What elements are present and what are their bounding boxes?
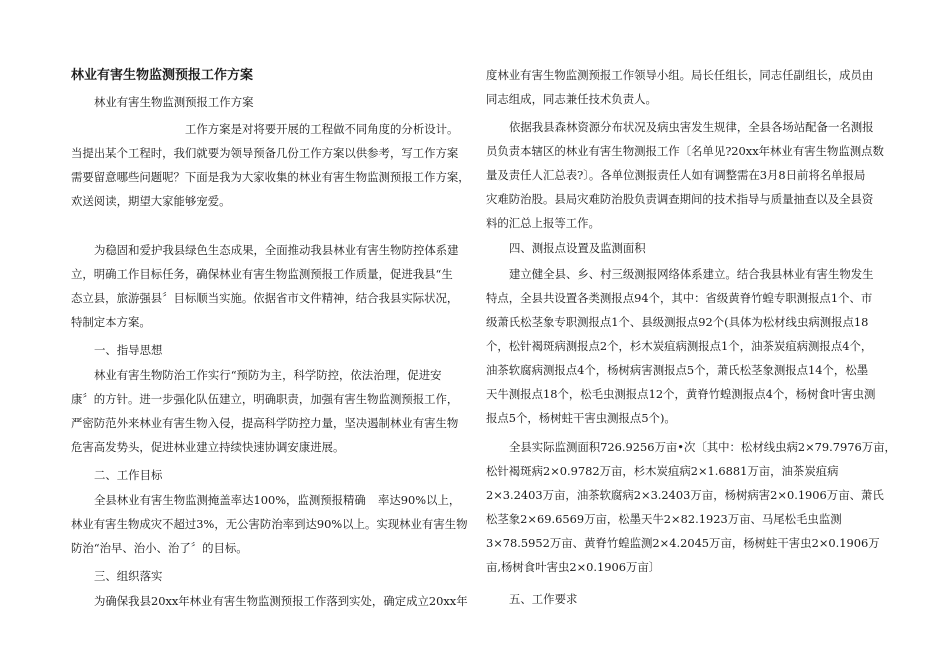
intro-line: 欢送阅读，期望大家能够宠爱。 (71, 194, 231, 208)
section-heading-5: 五、工作要求 (509, 592, 578, 606)
paragraph-line: 依据我县森林资源分布状况及病虫害发生规律，全县各场站配备一名测报 (509, 120, 874, 134)
paragraph-line: 康〞的方针。进一步强化队伍建立，明确职责，加强有害生物监测预报工作， (71, 392, 459, 406)
paragraph-line: 亩,杨树食叶害虫2×0.1906万亩〕 (486, 560, 661, 574)
paragraph-line: 特点，全县共设置各类测报点94个，其中：省级黄脊竹蝗专职测报点1个、市 (486, 291, 873, 305)
paragraph-line: 防治“治早、治小、治了〞的目标。 (71, 541, 248, 555)
paragraph-line: 灾难防治股。县局灾难防治股负责调查期间的技术指导与质量抽查以及全县资 (486, 192, 874, 206)
paragraph-line: 特制定本方案。 (71, 315, 151, 329)
paragraph-line: 员负责本辖区的林业有害生物测报工作〔名单见?20xx年林业有害生物监测点数 (486, 144, 884, 158)
paragraph-line: 态立县，旅游强县〞目标顺当实施。依据省市文件精神，结合我县实际状况， (71, 291, 459, 305)
paragraph-line: 建立健全县、乡、村三级测报网络体系建立。结合我县林业有害生物发生 (509, 267, 874, 281)
section-heading-3: 三、组织落实 (94, 569, 163, 583)
paragraph-line: 3×78.5952万亩、黄脊竹蝗监测2×4.2045万亩，杨树蛀干害虫2×0.1906万 (486, 536, 880, 550)
section-heading-4: 四、测报点设置及监测面积 (509, 241, 646, 255)
paragraph-line: 个，松针褐斑病测报点2个，杉木炭疽病测报点1个，油茶炭疽病测报点4个， (486, 339, 873, 353)
document-title: 林业有害生物监测预报工作方案 (71, 68, 254, 83)
paragraph-line: 料的汇总上报等工作。 (486, 216, 600, 230)
paragraph-line: 林业有害生物防治工作实行“预防为主，科学防控，依法治理，促进安 (94, 368, 442, 382)
document-subtitle: 林业有害生物监测预报工作方案 (94, 95, 254, 109)
paragraph-line: 全县实际监测面积726.9256万亩•次〔其中：松材线虫病2×79.7976万亩， (509, 440, 896, 454)
paragraph-line: 级萧氏松茎象专职测报点1个、县级测报点92个(具体为松材线虫病测报点18 (486, 315, 869, 329)
intro-line: 需要留意哪些问题呢？下面是我为大家收集的林业有害生物监测预报工作方案， (71, 170, 470, 184)
paragraph-line: 立，明确工作目标任务，确保林业有害生物监测预报工作质量，促进我县“生 (71, 267, 453, 281)
intro-line: 工作方案是对将要开展的工程做不同角度的分析设计。 (185, 122, 459, 136)
paragraph-line: 为确保我县20xx年林业有害生物监测预报工作落到实处，确定成立20xx年 (94, 594, 468, 608)
paragraph-line: 2×3.2403万亩，油茶软腐病2×3.2403万亩，杨树病害2×0.1906万亩、萧氏 (486, 488, 884, 502)
paragraph-line: 报点5个，杨树蛀干害虫测报点5个)。 (486, 411, 676, 425)
paragraph-line: 率达90%以上， (378, 493, 461, 507)
intro-line: 当提出某个工程时，我们就要为领导预备几份工作方案以供参考，写工作方案 (71, 146, 459, 160)
paragraph-line: 严密防范外来林业有害生物入侵，提高科学防控力量，坚决遏制林业有害生物 (71, 416, 459, 430)
paragraph-line: 全县林业有害生物监测掩盖率达100%，监测预报精确 (94, 493, 366, 507)
paragraph-line: 天牛测报点18个，松毛虫测报点12个，黄脊竹蝗测报点4个，杨树食叶害虫测 (486, 387, 876, 401)
paragraph-line: 松茎象2×69.6569万亩，松墨天牛2×82.1923万亩、马尾松毛虫监测 (486, 512, 842, 526)
paragraph-line: 松针褐斑病2×0.9782万亩，杉木炭疽病2×1.6881万亩，油茶炭疽病 (486, 464, 839, 478)
section-heading-2: 二、工作目标 (94, 468, 163, 482)
section-heading-1: 一、指导思想 (94, 343, 163, 357)
paragraph-line: 同志组成，同志兼任技术负责人。 (486, 92, 657, 106)
paragraph-line: 危害高发势头，促进林业建立持续快速协调安康进展。 (71, 440, 345, 454)
paragraph-line: 度林业有害生物监测预报工作领导小组。局长任组长，同志任副组长，成员由 (486, 68, 874, 82)
paragraph-line: 林业有害生物成灾不超过3%，无公害防治率到达90%以上。实现林业有害生物 (71, 517, 468, 531)
paragraph-line: 量及责任人汇总表?〕。各单位测报责任人如有调整需在3月8日前将名单报局 (486, 168, 866, 182)
paragraph-line: 油茶软腐病测报点4个，杨树病害测报点5个，萧氏松茎象测报点14个，松墨 (486, 363, 869, 377)
paragraph-line: 为稳固和爱护我县绿色生态成果，全面推动我县林业有害生物防控体系建 (94, 243, 459, 257)
